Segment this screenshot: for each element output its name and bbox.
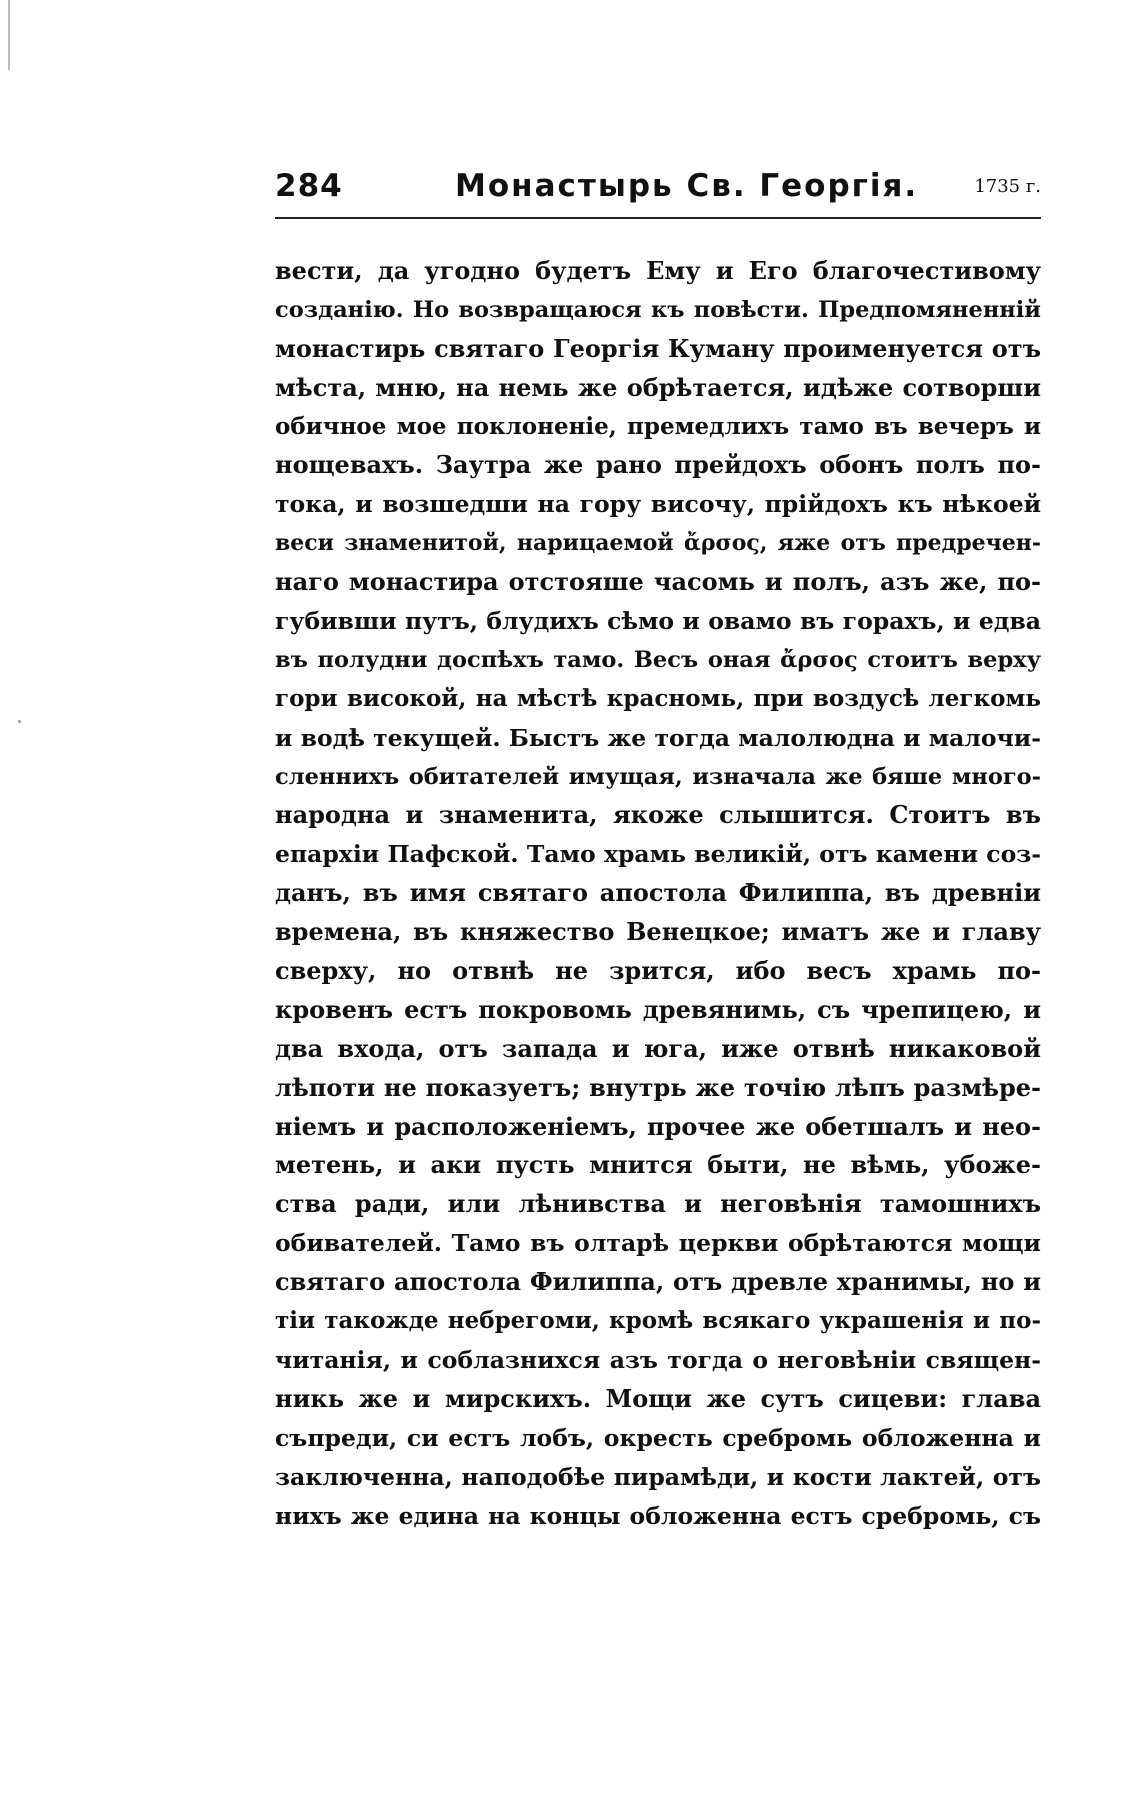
text-line: съпреди, си естъ лобъ, окресть сребромь обложенна и [275,1423,1041,1452]
text-line: обивателей. Тамо въ олтарѣ церкви обрѣтаются мощи [275,1229,1041,1258]
text-line: заключенна, наподобѣе пирамѣди, и кости лактей, отъ [275,1462,1041,1491]
text-line: обичное мое поклоненіе, премедлихъ тамо въ вечеръ и [275,412,1041,440]
text-line: ніемъ и расположеніемъ, прочее же обетшалъ и нео- [275,1111,1041,1141]
text-line: тіи такожде небрегоми, кромѣ всякаго украшенія и по- [275,1307,1041,1335]
text-line: губивши путъ, блудихъ сѣмо и овамо въ горахъ, и едва [275,607,1041,636]
text-line: кровенъ естъ покровомь древянимь, съ чрепицею, и [275,994,1041,1024]
text-line: гори високой, на мѣстѣ красномь, при воздусѣ легкомь [275,684,1041,712]
scan-edge-mark [8,0,10,70]
year-marker: 1735 г. [974,176,1041,197]
running-title: Монастырь Св. Георгія. [455,168,919,204]
text-line: метень, и аки пусть мнится быти, не вѣмь, убоже- [275,1150,1041,1180]
text-line: нихъ же едина на концы обложенна естъ сребромь, съ [275,1501,1041,1530]
header-rule [275,217,1041,219]
text-line: нощевахъ. Заутра же рано прейдохъ обонъ полъ по- [275,450,1041,480]
text-line: въ полудни доспѣхъ тамо. Весъ оная ἄρσος стоитъ верху [275,646,1041,673]
text-line: сленнихъ обитателей имущая, изначала же бяше много- [275,763,1041,790]
text-line: два входа, отъ запада и юга, иже отвнѣ никаковой [275,1033,1041,1063]
body-text [275,252,1041,1535]
text-line: веси знаменитой, нарицаемой ἄρσος, яже отъ предречен- [275,530,1041,557]
text-line: наго монастира отстояше часомь и полъ, азъ же, по- [275,567,1041,597]
text-line: и водѣ текущей. Быстъ же тогда малолюдна и малочи- [275,723,1041,752]
text-line: тока, и возшедши на гору височу, прійдохъ къ нѣкоей [275,490,1041,519]
text-line: народна и знаменита, якоже слышится. Стоитъ въ [275,800,1041,830]
text-line: читанія, и соблазнихся азъ тогда о неговѣніи священ- [275,1345,1041,1374]
text-line: созданію. Но возвращаюся къ повѣсти. Предпомяненній [275,296,1041,323]
text-line: святаго апостола Филиппа, отъ древле хранимы, но и [275,1267,1041,1297]
text-line: сверху, но отвнѣ не зрится, ибо весъ храмь по- [275,956,1041,986]
text-line: епархіи Пафской. Тамо храмь великій, отъ камени соз- [275,840,1041,869]
text-line: данъ, въ имя святаго апостола Филиппа, въ древніи [275,878,1041,908]
page-number: 284 [275,168,343,204]
text-line: времена, въ княжество Венецкое; иматъ же и главу [275,917,1041,947]
text-line: ства ради, или лѣнивства и неговѣнія тамошнихъ [275,1189,1041,1219]
scan-speck [18,720,21,723]
text-line: монастирь святаго Георгія Куману проименуется отъ [275,333,1041,363]
text-line: лѣпоти не показуетъ; внутрь же точію лѣпъ размѣре- [275,1072,1041,1102]
text-line: никь же и мирскихъ. Мощи же сутъ сицеви: глава [275,1383,1041,1413]
text-line: вести, да угодно будетъ Ему и Его благочестивому [275,256,1041,285]
page-header [275,168,1041,212]
text-line: мѣста, мню, на немь же обрѣтается, идѣже сотворши [275,372,1041,402]
